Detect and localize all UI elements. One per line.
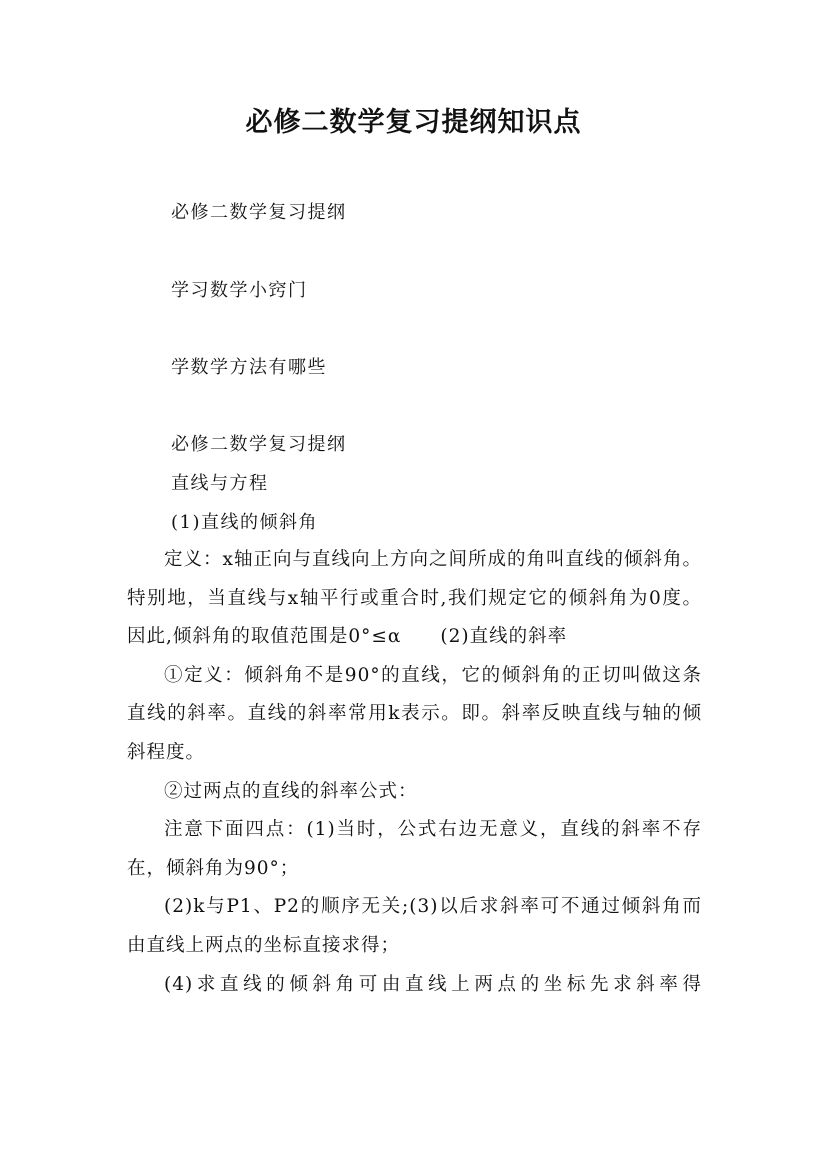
paragraph-two-point-formula: ②过两点的直线的斜率公式：: [164, 780, 418, 802]
paragraph-notes-2-3: (2)k与P1、P2的顺序无关;(3)以后求斜率可不通过倾斜角而由直线上两点的坐标直接求得；: [127, 896, 702, 956]
section-heading-line-equation: 直线与方程: [171, 473, 269, 494]
document-body: [127, 541, 702, 1004]
paragraph-notes-1: 注意下面四点：(1)当时，公式右边无意义，直线的斜率不存在，倾斜角为90°；: [127, 819, 702, 879]
paragraph-definition: 定义：x轴正向与直线向上方向之间所成的角叫直线的倾斜角。特别地，当直线与x轴平行或重合时,我们规定它的倾斜角为0度。因此,倾斜角的取值范围是0°≤α (2)直线的斜率: [127, 549, 702, 648]
document-title: 必修二数学复习提纲知识点: [245, 107, 582, 138]
intro-line-outline-heading: 必修二数学复习提纲: [171, 202, 347, 223]
subheading-inclination-angle: (1)直线的倾斜角: [171, 512, 318, 533]
section-heading-outline: 必修二数学复习提纲: [171, 434, 347, 455]
paragraph-notes-4: (4)求直线的倾斜角可由直线上两点的坐标先求斜率得: [164, 973, 702, 995]
paragraph-slope-definition: ①定义：倾斜角不是90°的直线，它的倾斜角的正切叫做这条直线的斜率。直线的斜率常用k表示。即。斜率反映直线与轴的倾斜程度。: [127, 664, 702, 763]
intro-line-tips: 学习数学小窍门: [171, 280, 308, 301]
intro-line-methods: 学数学方法有哪些: [171, 357, 327, 378]
